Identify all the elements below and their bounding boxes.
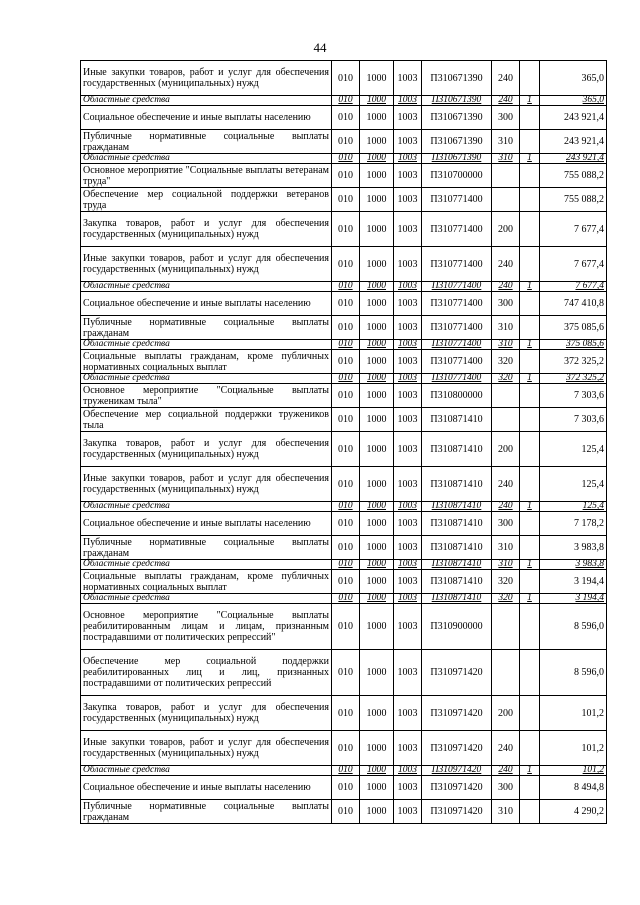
table-row	[81, 130, 607, 154]
section-code: 1000	[360, 650, 394, 696]
ministry-code: 010	[332, 696, 360, 731]
expense-type-code: 200	[492, 432, 520, 467]
table-row	[81, 604, 607, 650]
table-row	[81, 800, 607, 824]
table-row-regional-funds	[81, 154, 607, 164]
amount: 125,4	[540, 467, 607, 502]
amount: 7 677,4	[540, 212, 607, 247]
expense-type-code: 240	[492, 282, 520, 292]
amount: 8 494,8	[540, 776, 607, 800]
subsection-code: 1003	[394, 467, 422, 502]
expense-type-code: 310	[492, 130, 520, 154]
amount: 4 290,2	[540, 800, 607, 824]
ministry-code: 010	[332, 408, 360, 432]
expense-type-code: 240	[492, 502, 520, 512]
budget-table	[80, 60, 607, 824]
ministry-code: 010	[332, 536, 360, 560]
table-row	[81, 61, 607, 96]
funding-source-code	[520, 350, 540, 374]
funding-source-code: 1	[520, 96, 540, 106]
funding-source-code: 1	[520, 340, 540, 350]
target-article-code: П310771400	[422, 316, 492, 340]
target-article-code: П310771400	[422, 374, 492, 384]
ministry-code: 010	[332, 384, 360, 408]
table-row	[81, 570, 607, 594]
expense-type-code	[492, 188, 520, 212]
subsection-code: 1003	[394, 188, 422, 212]
expense-type-code: 240	[492, 766, 520, 776]
subsection-code: 1003	[394, 560, 422, 570]
section-code: 1000	[360, 188, 394, 212]
table-row	[81, 696, 607, 731]
row-name: Социальное обеспечение и иные выплаты населению	[81, 292, 332, 316]
target-article-code: П310871410	[422, 560, 492, 570]
funding-source-code	[520, 432, 540, 467]
table-row	[81, 212, 607, 247]
funding-source-code: 1	[520, 154, 540, 164]
subsection-code: 1003	[394, 154, 422, 164]
subsection-code: 1003	[394, 570, 422, 594]
table-row-regional-funds	[81, 96, 607, 106]
expense-type-code: 240	[492, 247, 520, 282]
section-code: 1000	[360, 316, 394, 340]
expense-type-code: 200	[492, 212, 520, 247]
ministry-code: 010	[332, 316, 360, 340]
table-row-regional-funds	[81, 502, 607, 512]
row-name: Областные средства	[81, 560, 332, 570]
target-article-code: П310700000	[422, 164, 492, 188]
funding-source-code	[520, 731, 540, 766]
row-name: Публичные нормативные социальные выплаты гражданам	[81, 536, 332, 560]
row-name: Социальное обеспечение и иные выплаты населению	[81, 106, 332, 130]
table-row-regional-funds	[81, 766, 607, 776]
ministry-code: 010	[332, 154, 360, 164]
ministry-code: 010	[332, 212, 360, 247]
funding-source-code	[520, 61, 540, 96]
expense-type-code: 240	[492, 96, 520, 106]
section-code: 1000	[360, 467, 394, 502]
funding-source-code	[520, 570, 540, 594]
amount: 7 677,4	[540, 282, 607, 292]
expense-type-code	[492, 604, 520, 650]
expense-type-code: 240	[492, 61, 520, 96]
target-article-code: П310971420	[422, 766, 492, 776]
expense-type-code: 320	[492, 594, 520, 604]
target-article-code: П310871410	[422, 570, 492, 594]
table-row	[81, 512, 607, 536]
target-article-code: П310871410	[422, 502, 492, 512]
target-article-code: П310771400	[422, 350, 492, 374]
subsection-code: 1003	[394, 212, 422, 247]
row-name: Областные средства	[81, 340, 332, 350]
section-code: 1000	[360, 502, 394, 512]
expense-type-code: 240	[492, 731, 520, 766]
expense-type-code: 320	[492, 374, 520, 384]
expense-type-code: 300	[492, 776, 520, 800]
subsection-code: 1003	[394, 130, 422, 154]
subsection-code: 1003	[394, 340, 422, 350]
amount: 372 325,2	[540, 350, 607, 374]
row-name: Областные средства	[81, 96, 332, 106]
row-name: Публичные нормативные социальные выплаты гражданам	[81, 316, 332, 340]
target-article-code: П310671390	[422, 61, 492, 96]
table-row-regional-funds	[81, 282, 607, 292]
expense-type-code: 240	[492, 467, 520, 502]
expense-type-code: 310	[492, 340, 520, 350]
target-article-code: П310871410	[422, 408, 492, 432]
section-code: 1000	[360, 408, 394, 432]
section-code: 1000	[360, 106, 394, 130]
funding-source-code	[520, 212, 540, 247]
row-name: Областные средства	[81, 374, 332, 384]
expense-type-code: 310	[492, 560, 520, 570]
page-number: 44	[313, 40, 327, 55]
ministry-code: 010	[332, 350, 360, 374]
section-code: 1000	[360, 61, 394, 96]
amount: 755 088,2	[540, 188, 607, 212]
ministry-code: 010	[332, 340, 360, 350]
expense-type-code: 320	[492, 570, 520, 594]
amount: 3 194,4	[540, 570, 607, 594]
ministry-code: 010	[332, 374, 360, 384]
funding-source-code	[520, 776, 540, 800]
section-code: 1000	[360, 340, 394, 350]
table-row	[81, 731, 607, 766]
table-row	[81, 408, 607, 432]
ministry-code: 010	[332, 604, 360, 650]
table-row	[81, 467, 607, 502]
ministry-code: 010	[332, 502, 360, 512]
subsection-code: 1003	[394, 731, 422, 766]
subsection-code: 1003	[394, 594, 422, 604]
row-name: Публичные нормативные социальные выплаты гражданам	[81, 130, 332, 154]
amount: 101,2	[540, 766, 607, 776]
funding-source-code	[520, 512, 540, 536]
ministry-code: 010	[332, 164, 360, 188]
target-article-code: П310671390	[422, 106, 492, 130]
row-name: Обеспечение мер социальной поддержки ветеранов труда	[81, 188, 332, 212]
subsection-code: 1003	[394, 374, 422, 384]
ministry-code: 010	[332, 776, 360, 800]
expense-type-code: 200	[492, 696, 520, 731]
expense-type-code: 310	[492, 536, 520, 560]
target-article-code: П310671390	[422, 154, 492, 164]
row-name: Областные средства	[81, 282, 332, 292]
amount: 3 194,4	[540, 594, 607, 604]
table-row	[81, 316, 607, 340]
row-name: Публичные нормативные социальные выплаты гражданам	[81, 800, 332, 824]
amount: 101,2	[540, 696, 607, 731]
table-row	[81, 776, 607, 800]
row-name: Иные закупки товаров, работ и услуг для обеспечения государственных (муниципальных) нужд	[81, 61, 332, 96]
funding-source-code: 1	[520, 766, 540, 776]
funding-source-code	[520, 800, 540, 824]
table-row-regional-funds	[81, 560, 607, 570]
row-name: Закупка товаров, работ и услуг для обеспечения государственных (муниципальных) нужд	[81, 212, 332, 247]
amount: 375 085,6	[540, 316, 607, 340]
expense-type-code: 300	[492, 512, 520, 536]
target-article-code: П310971420	[422, 650, 492, 696]
subsection-code: 1003	[394, 432, 422, 467]
section-code: 1000	[360, 247, 394, 282]
row-name: Социальное обеспечение и иные выплаты населению	[81, 776, 332, 800]
expense-type-code	[492, 164, 520, 188]
expense-type-code: 320	[492, 350, 520, 374]
target-article-code: П310971420	[422, 800, 492, 824]
target-article-code: П310871410	[422, 536, 492, 560]
funding-source-code: 1	[520, 282, 540, 292]
amount: 3 983,8	[540, 560, 607, 570]
table-row	[81, 164, 607, 188]
funding-source-code	[520, 247, 540, 282]
target-article-code: П310671390	[422, 130, 492, 154]
funding-source-code	[520, 106, 540, 130]
subsection-code: 1003	[394, 604, 422, 650]
subsection-code: 1003	[394, 800, 422, 824]
amount: 243 921,4	[540, 154, 607, 164]
section-code: 1000	[360, 800, 394, 824]
ministry-code: 010	[332, 594, 360, 604]
row-name: Иные закупки товаров, работ и услуг для обеспечения государственных (муниципальных) нужд	[81, 247, 332, 282]
table-row	[81, 384, 607, 408]
amount: 8 596,0	[540, 650, 607, 696]
amount: 375 085,6	[540, 340, 607, 350]
amount: 7 303,6	[540, 408, 607, 432]
subsection-code: 1003	[394, 316, 422, 340]
amount: 365,0	[540, 61, 607, 96]
section-code: 1000	[360, 536, 394, 560]
amount: 372 325,2	[540, 374, 607, 384]
row-name: Иные закупки товаров, работ и услуг для обеспечения государственных (муниципальных) нужд	[81, 467, 332, 502]
funding-source-code: 1	[520, 594, 540, 604]
section-code: 1000	[360, 374, 394, 384]
funding-source-code	[520, 384, 540, 408]
section-code: 1000	[360, 154, 394, 164]
row-name: Иные закупки товаров, работ и услуг для обеспечения государственных (муниципальных) нужд	[81, 731, 332, 766]
section-code: 1000	[360, 560, 394, 570]
subsection-code: 1003	[394, 512, 422, 536]
section-code: 1000	[360, 604, 394, 650]
target-article-code: П310800000	[422, 384, 492, 408]
amount: 101,2	[540, 731, 607, 766]
amount: 7 303,6	[540, 384, 607, 408]
ministry-code: 010	[332, 106, 360, 130]
amount: 243 921,4	[540, 106, 607, 130]
expense-type-code	[492, 650, 520, 696]
funding-source-code	[520, 650, 540, 696]
expense-type-code	[492, 408, 520, 432]
funding-source-code: 1	[520, 374, 540, 384]
subsection-code: 1003	[394, 282, 422, 292]
funding-source-code	[520, 316, 540, 340]
expense-type-code: 310	[492, 316, 520, 340]
amount: 7 677,4	[540, 247, 607, 282]
amount: 243 921,4	[540, 130, 607, 154]
ministry-code: 010	[332, 292, 360, 316]
section-code: 1000	[360, 432, 394, 467]
amount: 8 596,0	[540, 604, 607, 650]
funding-source-code	[520, 536, 540, 560]
section-code: 1000	[360, 512, 394, 536]
target-article-code: П310771400	[422, 212, 492, 247]
funding-source-code	[520, 408, 540, 432]
section-code: 1000	[360, 164, 394, 188]
row-name: Закупка товаров, работ и услуг для обеспечения государственных (муниципальных) нужд	[81, 696, 332, 731]
subsection-code: 1003	[394, 61, 422, 96]
row-name: Обеспечение мер социальной поддержки тружеников тыла	[81, 408, 332, 432]
row-name: Обеспечение мер социальной поддержки реабилитированных лиц и лиц, признанных пострадавшими от политических репрессий	[81, 650, 332, 696]
subsection-code: 1003	[394, 766, 422, 776]
ministry-code: 010	[332, 650, 360, 696]
section-code: 1000	[360, 96, 394, 106]
table-row	[81, 188, 607, 212]
subsection-code: 1003	[394, 502, 422, 512]
ministry-code: 010	[332, 61, 360, 96]
section-code: 1000	[360, 570, 394, 594]
target-article-code: П310671390	[422, 96, 492, 106]
expense-type-code: 300	[492, 292, 520, 316]
expense-type-code: 310	[492, 800, 520, 824]
target-article-code: П310771400	[422, 292, 492, 316]
ministry-code: 010	[332, 766, 360, 776]
section-code: 1000	[360, 212, 394, 247]
target-article-code: П310971420	[422, 696, 492, 731]
subsection-code: 1003	[394, 696, 422, 731]
table-row	[81, 650, 607, 696]
amount: 125,4	[540, 432, 607, 467]
section-code: 1000	[360, 731, 394, 766]
section-code: 1000	[360, 350, 394, 374]
target-article-code: П310871410	[422, 512, 492, 536]
section-code: 1000	[360, 130, 394, 154]
target-article-code: П310771400	[422, 282, 492, 292]
row-name: Областные средства	[81, 594, 332, 604]
ministry-code: 010	[332, 731, 360, 766]
subsection-code: 1003	[394, 292, 422, 316]
section-code: 1000	[360, 766, 394, 776]
expense-type-code: 300	[492, 106, 520, 130]
subsection-code: 1003	[394, 164, 422, 188]
target-article-code: П310971420	[422, 776, 492, 800]
section-code: 1000	[360, 696, 394, 731]
section-code: 1000	[360, 384, 394, 408]
table-row	[81, 292, 607, 316]
ministry-code: 010	[332, 96, 360, 106]
ministry-code: 010	[332, 570, 360, 594]
target-article-code: П310771400	[422, 247, 492, 282]
table-row	[81, 536, 607, 560]
target-article-code: П310771400	[422, 188, 492, 212]
subsection-code: 1003	[394, 384, 422, 408]
row-name: Областные средства	[81, 154, 332, 164]
row-name: Социальные выплаты гражданам, кроме публичных нормативных социальных выплат	[81, 350, 332, 374]
amount: 7 178,2	[540, 512, 607, 536]
row-name: Областные средства	[81, 502, 332, 512]
subsection-code: 1003	[394, 650, 422, 696]
subsection-code: 1003	[394, 776, 422, 800]
ministry-code: 010	[332, 432, 360, 467]
funding-source-code	[520, 292, 540, 316]
section-code: 1000	[360, 594, 394, 604]
table-row-regional-funds	[81, 594, 607, 604]
subsection-code: 1003	[394, 408, 422, 432]
subsection-code: 1003	[394, 350, 422, 374]
table-row-regional-funds	[81, 374, 607, 384]
table-row-regional-funds	[81, 340, 607, 350]
row-name: Социальные выплаты гражданам, кроме публичных нормативных социальных выплат	[81, 570, 332, 594]
row-name: Социальное обеспечение и иные выплаты населению	[81, 512, 332, 536]
funding-source-code	[520, 604, 540, 650]
ministry-code: 010	[332, 512, 360, 536]
row-name: Областные средства	[81, 766, 332, 776]
subsection-code: 1003	[394, 536, 422, 560]
amount: 125,4	[540, 502, 607, 512]
expense-type-code: 310	[492, 154, 520, 164]
target-article-code: П310871410	[422, 467, 492, 502]
funding-source-code	[520, 130, 540, 154]
funding-source-code	[520, 696, 540, 731]
ministry-code: 010	[332, 800, 360, 824]
amount: 755 088,2	[540, 164, 607, 188]
amount: 365,0	[540, 96, 607, 106]
ministry-code: 010	[332, 467, 360, 502]
funding-source-code	[520, 467, 540, 502]
target-article-code: П310871410	[422, 594, 492, 604]
ministry-code: 010	[332, 130, 360, 154]
funding-source-code	[520, 164, 540, 188]
row-name: Основное мероприятие "Социальные выплаты труженикам тыла"	[81, 384, 332, 408]
table-row	[81, 247, 607, 282]
funding-source-code: 1	[520, 560, 540, 570]
subsection-code: 1003	[394, 106, 422, 130]
row-name: Основное мероприятие "Социальные выплаты реабилитированным лицам и лицам, признанным пострадавшими от политических репрессий"	[81, 604, 332, 650]
section-code: 1000	[360, 292, 394, 316]
section-code: 1000	[360, 776, 394, 800]
target-article-code: П310871410	[422, 432, 492, 467]
target-article-code: П310771400	[422, 340, 492, 350]
table-row	[81, 350, 607, 374]
row-name: Основное мероприятие "Социальные выплаты ветеранам труда"	[81, 164, 332, 188]
funding-source-code	[520, 188, 540, 212]
section-code: 1000	[360, 282, 394, 292]
expense-type-code	[492, 384, 520, 408]
table-body	[81, 61, 607, 824]
subsection-code: 1003	[394, 96, 422, 106]
table-row	[81, 432, 607, 467]
funding-source-code: 1	[520, 502, 540, 512]
row-name: Закупка товаров, работ и услуг для обеспечения государственных (муниципальных) нужд	[81, 432, 332, 467]
ministry-code: 010	[332, 560, 360, 570]
amount: 3 983,8	[540, 536, 607, 560]
ministry-code: 010	[332, 247, 360, 282]
table-row	[81, 106, 607, 130]
amount: 747 410,8	[540, 292, 607, 316]
ministry-code: 010	[332, 282, 360, 292]
target-article-code: П310900000	[422, 604, 492, 650]
target-article-code: П310971420	[422, 731, 492, 766]
subsection-code: 1003	[394, 247, 422, 282]
ministry-code: 010	[332, 188, 360, 212]
